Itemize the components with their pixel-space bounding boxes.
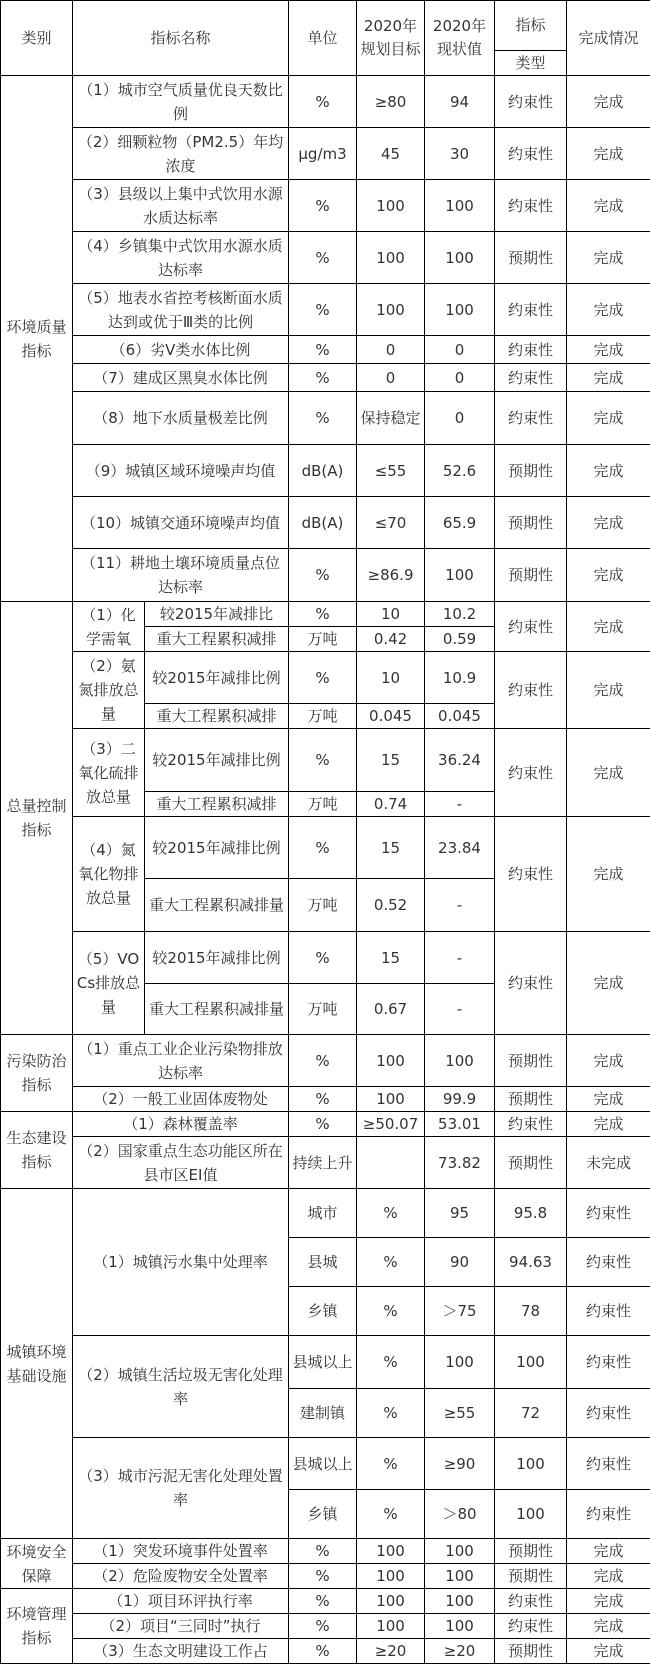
type-cell: 预期性 bbox=[495, 1087, 567, 1112]
target-cell: 100 bbox=[357, 1035, 425, 1087]
status-cell: 完成 bbox=[567, 549, 650, 602]
actual-cell: 100 bbox=[425, 1564, 495, 1589]
status-cell: 完成 bbox=[567, 729, 650, 817]
sub-indicator-cell: 较2015年减排比例 bbox=[145, 932, 289, 984]
target-cell: ＞80 bbox=[425, 1490, 495, 1539]
target-cell: 0 bbox=[357, 336, 425, 364]
unit-cell: % bbox=[289, 1035, 357, 1087]
target-cell: ≥55 bbox=[425, 1389, 495, 1438]
status-cell: 完成 bbox=[567, 817, 650, 932]
pollutant-name-cell: （3）二氧化硫排放总量 bbox=[73, 729, 145, 817]
pollutant-name-cell: （5）VOCs排放总量 bbox=[73, 932, 145, 1035]
sub-indicator-cell: 较2015年减排比例 bbox=[145, 817, 289, 879]
indicator-name-cell: （5）地表水省控考核断面水质达到或优于Ⅲ类的比例 bbox=[73, 284, 289, 336]
actual-cell: 23.84 bbox=[425, 817, 495, 879]
actual-cell: 0 bbox=[425, 336, 495, 364]
target-cell: 100 bbox=[357, 1564, 425, 1589]
indicator-name-cell: （1）城市空气质量优良天数比例 bbox=[73, 76, 289, 128]
unit-cell: % bbox=[289, 817, 357, 879]
target-cell: ≥80 bbox=[357, 76, 425, 128]
type-cell: 约束性 bbox=[567, 1389, 650, 1438]
target-cell: ≥90 bbox=[425, 1438, 495, 1490]
status-cell: 完成 bbox=[567, 1639, 650, 1664]
unit-cell: % bbox=[289, 549, 357, 602]
unit-cell: % bbox=[357, 1438, 425, 1490]
status-cell: 未完成 bbox=[567, 1137, 650, 1189]
target-cell: ＞75 bbox=[425, 1287, 495, 1336]
actual-cell: 95.8 bbox=[495, 1189, 567, 1238]
status-cell: 完成 bbox=[567, 336, 650, 364]
indicator-name-cell: （2）国家重点生态功能区所在县市区EI值 bbox=[73, 1137, 289, 1189]
category-infrastructure: 城镇环境基础设施 bbox=[1, 1189, 73, 1539]
status-cell: 完成 bbox=[567, 652, 650, 729]
type-cell: 约束性 bbox=[495, 128, 567, 180]
sub-indicator-cell: 重大工程累积减排 bbox=[145, 792, 289, 817]
target-cell: 90 bbox=[425, 1238, 495, 1287]
facility-name-cell: （1）城镇污水集中处理率 bbox=[73, 1189, 289, 1336]
header-indicator-type-bottom: 类型 bbox=[495, 51, 567, 76]
indicator-name-cell: （3）县级以上集中式饮用水源水质达标率 bbox=[73, 180, 289, 232]
env-quality-row bbox=[1, 392, 650, 445]
target-cell: 0.52 bbox=[357, 879, 425, 932]
sub-indicator-cell: 重大工程累积减排 bbox=[145, 704, 289, 729]
unit-cell: % bbox=[289, 1589, 357, 1614]
total-control-row bbox=[1, 602, 650, 627]
header-completion: 完成情况 bbox=[567, 1, 650, 76]
total-control-row bbox=[1, 729, 650, 792]
ecology-row bbox=[1, 1137, 650, 1189]
unit-cell: % bbox=[289, 392, 357, 445]
unit-cell: % bbox=[289, 602, 357, 627]
type-cell: 约束性 bbox=[495, 364, 567, 392]
unit-cell: % bbox=[357, 1389, 425, 1438]
type-cell: 约束性 bbox=[567, 1238, 650, 1287]
unit-cell: dB(A) bbox=[289, 497, 357, 549]
type-cell: 约束性 bbox=[495, 180, 567, 232]
type-cell: 预期性 bbox=[495, 1564, 567, 1589]
target-cell: 100 bbox=[357, 232, 425, 284]
indicator-name-cell: （2）一般工业固体废物处 bbox=[73, 1087, 289, 1112]
type-cell: 约束性 bbox=[495, 602, 567, 652]
indicator-name-cell: （8）地下水质量极差比例 bbox=[73, 392, 289, 445]
header-row-top bbox=[1, 1, 650, 51]
unit-cell: % bbox=[289, 652, 357, 704]
scope-cell: 县城以上 bbox=[289, 1336, 357, 1389]
sub-indicator-cell: 较2015年减排比例 bbox=[145, 729, 289, 792]
total-control-row bbox=[1, 652, 650, 704]
actual-cell: 100 bbox=[495, 1336, 567, 1389]
target-cell: 100 bbox=[357, 180, 425, 232]
target-cell: 100 bbox=[357, 1589, 425, 1614]
target-cell: 0.74 bbox=[357, 792, 425, 817]
type-cell: 约束性 bbox=[495, 76, 567, 128]
actual-cell: 52.6 bbox=[425, 445, 495, 497]
facility-name-cell: （3）城市污泥无害化处理处置率 bbox=[73, 1438, 289, 1539]
indicator-name-cell: （4）乡镇集中式饮用水源水质达标率 bbox=[73, 232, 289, 284]
indicator-name-cell: （7）建成区黑臭水体比例 bbox=[73, 364, 289, 392]
header-indicator-name: 指标名称 bbox=[73, 1, 289, 76]
type-cell: 约束性 bbox=[567, 1189, 650, 1238]
unit-cell: 万吨 bbox=[289, 627, 357, 652]
target-cell: ≤70 bbox=[357, 497, 425, 549]
status-cell: 完成 bbox=[567, 1564, 650, 1589]
actual-cell: 100 bbox=[425, 549, 495, 602]
sub-indicator-cell: 较2015年减排比 bbox=[145, 602, 289, 627]
management-row bbox=[1, 1639, 650, 1664]
actual-cell: 0.59 bbox=[425, 627, 495, 652]
sub-indicator-cell: 较2015年减排比例 bbox=[145, 652, 289, 704]
actual-cell: 100 bbox=[495, 1490, 567, 1539]
target-cell: 10 bbox=[357, 652, 425, 704]
unit-cell: % bbox=[357, 1238, 425, 1287]
actual-cell: 94 bbox=[425, 76, 495, 128]
env-quality-row bbox=[1, 497, 650, 549]
indicator-name-cell: （3）生态文明建设工作占 bbox=[73, 1639, 289, 1664]
actual-cell: - bbox=[425, 984, 495, 1035]
actual-cell: 53.01 bbox=[425, 1112, 495, 1137]
actual-cell: 0 bbox=[425, 364, 495, 392]
unit-cell: % bbox=[289, 1614, 357, 1639]
facility-name-cell: （2）城镇生活垃圾无害化处理率 bbox=[73, 1336, 289, 1438]
unit-cell: % bbox=[289, 1539, 357, 1564]
sub-indicator-cell: 重大工程累积减排量 bbox=[145, 984, 289, 1035]
type-cell: 约束性 bbox=[567, 1490, 650, 1539]
target-cell: 15 bbox=[357, 932, 425, 984]
env-quality-row bbox=[1, 76, 650, 128]
unit-cell: 万吨 bbox=[289, 792, 357, 817]
scope-cell: 县城以上 bbox=[289, 1438, 357, 1490]
type-cell: 预期性 bbox=[495, 1035, 567, 1087]
actual-cell: 73.82 bbox=[425, 1137, 495, 1189]
target-cell: 保持稳定 bbox=[357, 392, 425, 445]
indicator-name-cell: （9）城镇区域环境噪声均值 bbox=[73, 445, 289, 497]
unit-cell: % bbox=[289, 1112, 357, 1137]
type-cell: 预期性 bbox=[495, 497, 567, 549]
header-target-2020: 2020年规划目标 bbox=[357, 1, 425, 76]
actual-cell: 100 bbox=[425, 1035, 495, 1087]
actual-cell: 30 bbox=[425, 128, 495, 180]
category-safety: 环境安全保障 bbox=[1, 1539, 73, 1589]
actual-cell: 100 bbox=[425, 1589, 495, 1614]
actual-cell: - bbox=[425, 792, 495, 817]
status-cell: 完成 bbox=[567, 1614, 650, 1639]
unit-cell: % bbox=[357, 1490, 425, 1539]
actual-cell: 0.045 bbox=[425, 704, 495, 729]
indicator-name-cell: （1）森林覆盖率 bbox=[73, 1112, 289, 1137]
target-cell: ≥50.07 bbox=[357, 1112, 425, 1137]
management-row bbox=[1, 1614, 650, 1639]
actual-cell: 100 bbox=[425, 1614, 495, 1639]
env-quality-row bbox=[1, 364, 650, 392]
scope-cell: 县城 bbox=[289, 1238, 357, 1287]
env-quality-row bbox=[1, 284, 650, 336]
pollutant-name-cell: （4）氮氧化物排放总量 bbox=[73, 817, 145, 932]
header-actual-2020: 2020年现状值 bbox=[425, 1, 495, 76]
target-cell bbox=[357, 1137, 425, 1189]
actual-cell: 94.63 bbox=[495, 1238, 567, 1287]
type-cell: 约束性 bbox=[495, 817, 567, 932]
status-cell: 完成 bbox=[567, 284, 650, 336]
actual-cell: - bbox=[425, 879, 495, 932]
table-body bbox=[1, 1, 650, 1664]
status-cell: 完成 bbox=[567, 445, 650, 497]
type-cell: 预期性 bbox=[495, 1639, 567, 1664]
actual-cell: 100 bbox=[425, 1539, 495, 1564]
env-quality-row bbox=[1, 336, 650, 364]
unit-cell: % bbox=[289, 1087, 357, 1112]
unit-cell: 持续上升 bbox=[289, 1137, 357, 1189]
target-cell: ≤55 bbox=[357, 445, 425, 497]
header-category: 类别 bbox=[1, 1, 73, 76]
target-cell: 100 bbox=[425, 1336, 495, 1389]
indicator-name-cell: （10）城镇交通环境噪声均值 bbox=[73, 497, 289, 549]
actual-cell: 99.9 bbox=[425, 1087, 495, 1112]
env-quality-row bbox=[1, 128, 650, 180]
actual-cell: 10.2 bbox=[425, 602, 495, 627]
indicator-name-cell: （2）项目“三同时”执行 bbox=[73, 1614, 289, 1639]
unit-cell: % bbox=[289, 232, 357, 284]
unit-cell: % bbox=[289, 336, 357, 364]
type-cell: 预期性 bbox=[495, 232, 567, 284]
category-env-quality: 环境质量指标 bbox=[1, 76, 73, 602]
actual-cell: ≥20 bbox=[425, 1639, 495, 1664]
type-cell: 预期性 bbox=[495, 1137, 567, 1189]
target-cell: 10 bbox=[357, 602, 425, 627]
status-cell: 完成 bbox=[567, 497, 650, 549]
indicator-name-cell: （1）项目环评执行率 bbox=[73, 1589, 289, 1614]
scope-cell: 乡镇 bbox=[289, 1490, 357, 1539]
type-cell: 约束性 bbox=[495, 1589, 567, 1614]
category-ecology: 生态建设指标 bbox=[1, 1112, 73, 1189]
indicator-name-cell: （1）突发环境事件处置率 bbox=[73, 1539, 289, 1564]
type-cell: 预期性 bbox=[495, 549, 567, 602]
infrastructure-row bbox=[1, 1336, 650, 1389]
management-row bbox=[1, 1589, 650, 1614]
target-cell: 0.42 bbox=[357, 627, 425, 652]
status-cell: 完成 bbox=[567, 180, 650, 232]
unit-cell: % bbox=[289, 76, 357, 128]
status-cell: 完成 bbox=[567, 932, 650, 1035]
pollution-row bbox=[1, 1087, 650, 1112]
status-cell: 完成 bbox=[567, 128, 650, 180]
header-unit: 单位 bbox=[289, 1, 357, 76]
target-cell: 0 bbox=[357, 364, 425, 392]
env-quality-row bbox=[1, 180, 650, 232]
unit-cell: % bbox=[289, 180, 357, 232]
status-cell: 完成 bbox=[567, 1589, 650, 1614]
scope-cell: 建制镇 bbox=[289, 1389, 357, 1438]
target-cell: ≥20 bbox=[357, 1639, 425, 1664]
target-cell: 15 bbox=[357, 817, 425, 879]
type-cell: 约束性 bbox=[495, 336, 567, 364]
pollutant-name-cell: （1）化学需氧 bbox=[73, 602, 145, 652]
type-cell: 约束性 bbox=[495, 652, 567, 729]
actual-cell: 36.24 bbox=[425, 729, 495, 792]
unit-cell: % bbox=[289, 1639, 357, 1664]
status-cell: 完成 bbox=[567, 392, 650, 445]
infrastructure-row bbox=[1, 1189, 650, 1238]
indicator-name-cell: （11）耕地土壤环境质量点位达标率 bbox=[73, 549, 289, 602]
actual-cell: 65.9 bbox=[425, 497, 495, 549]
actual-cell: 100 bbox=[425, 180, 495, 232]
type-cell: 约束性 bbox=[495, 392, 567, 445]
status-cell: 完成 bbox=[567, 364, 650, 392]
sub-indicator-cell: 重大工程累积减排量 bbox=[145, 879, 289, 932]
unit-cell: % bbox=[289, 1564, 357, 1589]
unit-cell: 万吨 bbox=[289, 984, 357, 1035]
unit-cell: % bbox=[357, 1336, 425, 1389]
unit-cell: % bbox=[289, 932, 357, 984]
category-management: 环境管理指标 bbox=[1, 1589, 73, 1664]
actual-cell: 78 bbox=[495, 1287, 567, 1336]
unit-cell: % bbox=[357, 1287, 425, 1336]
type-cell: 约束性 bbox=[567, 1287, 650, 1336]
target-cell: 95 bbox=[425, 1189, 495, 1238]
type-cell: 约束性 bbox=[567, 1336, 650, 1389]
infrastructure-row bbox=[1, 1438, 650, 1490]
actual-cell: 100 bbox=[425, 232, 495, 284]
indicator-name-cell: （6）劣Ⅴ类水体比例 bbox=[73, 336, 289, 364]
target-cell: 100 bbox=[357, 1539, 425, 1564]
type-cell: 约束性 bbox=[495, 1614, 567, 1639]
status-cell: 完成 bbox=[567, 602, 650, 652]
unit-cell: 万吨 bbox=[289, 879, 357, 932]
target-cell: 100 bbox=[357, 1087, 425, 1112]
status-cell: 完成 bbox=[567, 1035, 650, 1087]
status-cell: 完成 bbox=[567, 1112, 650, 1137]
unit-cell: μg/m3 bbox=[289, 128, 357, 180]
env-quality-row bbox=[1, 445, 650, 497]
type-cell: 预期性 bbox=[495, 1539, 567, 1564]
type-cell: 约束性 bbox=[495, 1112, 567, 1137]
actual-cell: 100 bbox=[495, 1438, 567, 1490]
indicator-name-cell: （1）重点工业企业污染物排放达标率 bbox=[73, 1035, 289, 1087]
status-cell: 完成 bbox=[567, 1087, 650, 1112]
category-total-control: 总量控制指标 bbox=[1, 602, 73, 1035]
actual-cell: 72 bbox=[495, 1389, 567, 1438]
scope-cell: 城市 bbox=[289, 1189, 357, 1238]
unit-cell: % bbox=[357, 1189, 425, 1238]
pollution-row bbox=[1, 1035, 650, 1087]
safety-row bbox=[1, 1564, 650, 1589]
type-cell: 预期性 bbox=[495, 445, 567, 497]
scope-cell: 乡镇 bbox=[289, 1287, 357, 1336]
env-quality-row bbox=[1, 549, 650, 602]
target-cell: 100 bbox=[357, 1614, 425, 1639]
status-cell: 完成 bbox=[567, 232, 650, 284]
ecology-row bbox=[1, 1112, 650, 1137]
unit-cell: % bbox=[289, 364, 357, 392]
env-quality-row bbox=[1, 232, 650, 284]
target-cell: 0.045 bbox=[357, 704, 425, 729]
target-cell: 0.67 bbox=[357, 984, 425, 1035]
target-cell: ≥86.9 bbox=[357, 549, 425, 602]
unit-cell: % bbox=[289, 284, 357, 336]
target-cell: 100 bbox=[357, 284, 425, 336]
type-cell: 约束性 bbox=[495, 729, 567, 817]
type-cell: 约束性 bbox=[567, 1438, 650, 1490]
indicator-name-cell: （2）危险废物安全处置率 bbox=[73, 1564, 289, 1589]
actual-cell: 100 bbox=[425, 284, 495, 336]
indicator-name-cell: （2）细颗粒物（PM2.5）年均浓度 bbox=[73, 128, 289, 180]
target-cell: 45 bbox=[357, 128, 425, 180]
unit-cell: % bbox=[289, 729, 357, 792]
unit-cell: dB(A) bbox=[289, 445, 357, 497]
type-cell: 约束性 bbox=[495, 284, 567, 336]
sub-indicator-cell: 重大工程累积减排 bbox=[145, 627, 289, 652]
actual-cell: 0 bbox=[425, 392, 495, 445]
pollutant-name-cell: （2）氨氮排放总量 bbox=[73, 652, 145, 729]
header-indicator-type-top: 指标 bbox=[495, 1, 567, 51]
total-control-row bbox=[1, 932, 650, 984]
status-cell: 完成 bbox=[567, 76, 650, 128]
actual-cell: - bbox=[425, 932, 495, 984]
type-cell: 约束性 bbox=[495, 932, 567, 1035]
target-cell: 15 bbox=[357, 729, 425, 792]
unit-cell: 万吨 bbox=[289, 704, 357, 729]
total-control-row bbox=[1, 817, 650, 879]
category-pollution: 污染防治指标 bbox=[1, 1035, 73, 1112]
actual-cell: 10.9 bbox=[425, 652, 495, 704]
status-cell: 完成 bbox=[567, 1539, 650, 1564]
